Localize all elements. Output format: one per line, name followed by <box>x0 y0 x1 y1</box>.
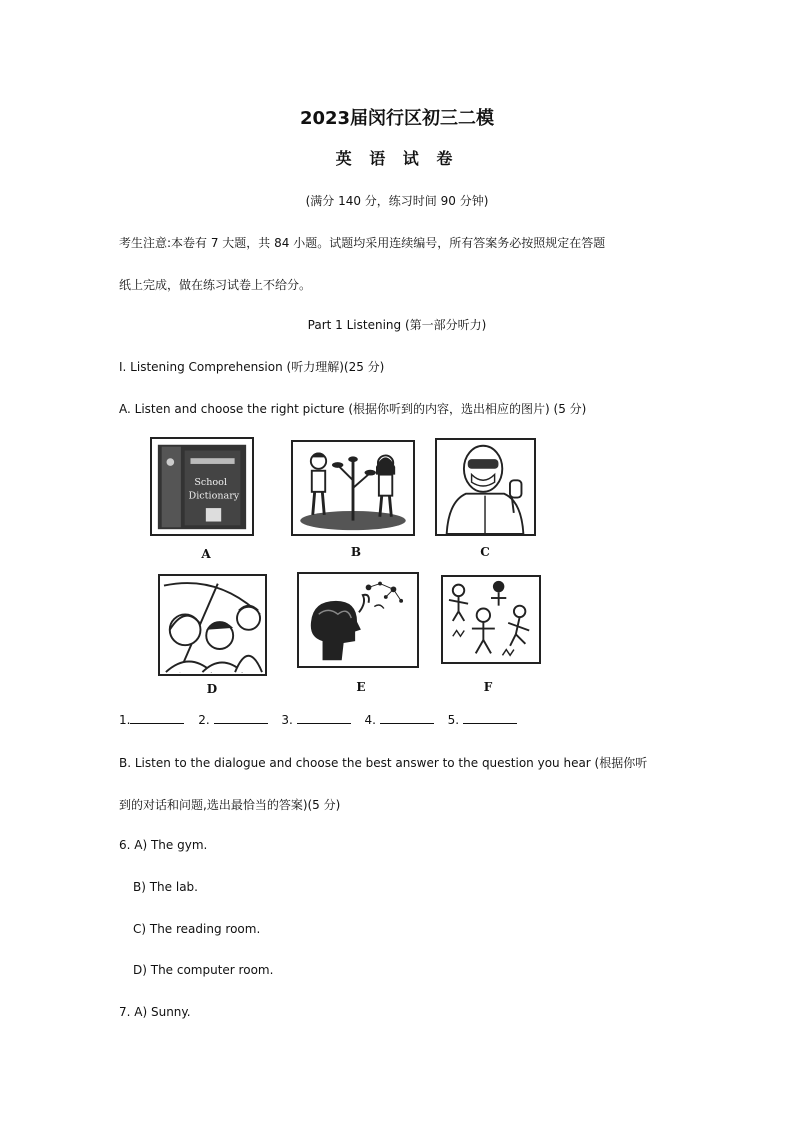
book-text-2: Dictionary <box>188 490 240 502</box>
question-6-option-b: B) The lab. <box>133 880 198 894</box>
section-a-title: A. Listen and choose the right picture (根据你听到的内容，选出相应的图片) (5 分) <box>119 402 587 416</box>
picture-label-b: B <box>350 545 362 559</box>
answer-blank-1[interactable]: 1. <box>119 713 184 727</box>
section-b-title-line-2: 到的对话和问题,选出最恰当的答案)(5 分) <box>119 798 341 812</box>
section-i-title: I. Listening Comprehension (听力理解)(25 分) <box>119 360 385 374</box>
page-title: 2023届闵行区初三二模 <box>299 108 495 129</box>
answer-blank-5[interactable]: 5. <box>448 713 517 727</box>
picture-label-d: D <box>206 682 218 696</box>
book-text-1: School <box>194 477 228 489</box>
section-b-title-line-1: B. Listen to the dialogue and choose the best answer to the question you hear (根据你听 <box>119 756 648 770</box>
picture-c-protective-suit <box>435 438 536 536</box>
picture-label-c: C <box>480 545 490 559</box>
page-subtitle: 英 语 试 卷 <box>335 149 459 168</box>
picture-d-fishing <box>158 574 267 676</box>
question-6: 6. A) The gym. <box>119 838 208 852</box>
picture-f-children-playing <box>441 575 541 664</box>
picture-label-f: F <box>483 680 493 694</box>
question-7: 7. A) Sunny. <box>119 1005 191 1019</box>
question-6-option-d: D) The computer room. <box>133 963 274 977</box>
score-note: (满分 140 分，练习时间 90 分钟) <box>305 194 489 208</box>
answer-blank-4[interactable]: 4. <box>365 713 434 727</box>
answer-blank-3[interactable]: 3. <box>281 713 350 727</box>
notice-line-2: 纸上完成，做在练习试卷上不给分。 <box>119 278 312 292</box>
picture-label-e: E <box>356 680 366 694</box>
picture-a-dictionary <box>150 437 254 536</box>
answer-blanks-row <box>119 712 527 727</box>
part1-title: Part 1 Listening (第一部分听力) <box>307 318 487 332</box>
picture-b-planting-tree <box>291 440 415 536</box>
question-6-option-c: C) The reading room. <box>133 922 261 936</box>
notice-line-1: 考生注意:本卷有 7 大题，共 84 小题。试题均采用连续编号，所有答案务必按照规定在答题 <box>119 236 606 250</box>
picture-e-head-thinking <box>297 572 419 668</box>
picture-label-a: A <box>201 547 211 561</box>
answer-blank-2[interactable]: 2. <box>198 713 267 727</box>
